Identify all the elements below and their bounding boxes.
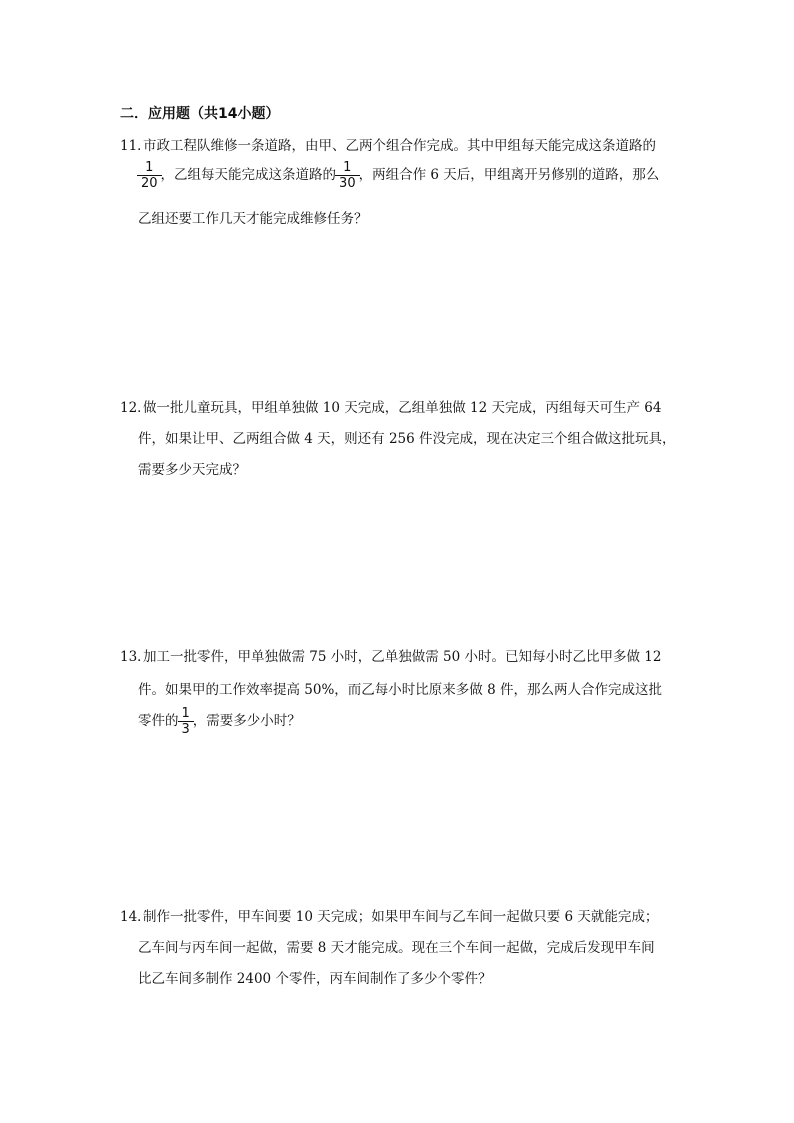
fraction xyxy=(180,706,192,737)
problem-number: 13． xyxy=(120,649,151,665)
problem-line: 市政工程队维修一条道路，由甲、乙两个组合作完成。其中甲组每天能完成这条道路的 xyxy=(143,138,656,154)
text: ，两组合作 6 天后，甲组离开另修别的道路，那么 xyxy=(358,167,660,183)
problem-number: 14． xyxy=(120,909,151,925)
problem-line: 制作一批零件，甲车间要 10 天完成；如果甲车间与乙车间一起做只要 6 天就能完成； xyxy=(143,909,659,925)
problem-number: 12． xyxy=(120,400,151,416)
fraction-numerator: 1 xyxy=(145,160,154,175)
fraction-denominator: 30 xyxy=(339,176,356,191)
text: ，需要多少小时？ xyxy=(192,713,301,729)
text: ，乙组每天能完成这条道路的 xyxy=(160,167,337,183)
fraction xyxy=(337,160,358,191)
fraction-numerator: 1 xyxy=(181,706,190,721)
problem-line: 比乙车间多制作 2400 个零件，丙车间制作了多少个零件？ xyxy=(138,971,492,987)
problem-number: 11． xyxy=(120,138,151,154)
problem-line: 乙组还要工作几天才能完成维修任务？ xyxy=(138,211,368,227)
problem-line xyxy=(138,160,659,191)
fraction-numerator: 1 xyxy=(343,160,352,175)
fraction xyxy=(139,160,160,191)
section-title: 二．应用题（共14小题） xyxy=(120,106,280,122)
problem-line: 做一批儿童玩具，甲组单独做 10 天完成，乙组单独做 12 天完成，丙组每天可生产 64 xyxy=(143,400,662,416)
fraction-denominator: 20 xyxy=(141,176,158,191)
fraction-denominator: 3 xyxy=(181,722,190,737)
problem-line: 件。如果甲的工作效率提高 50%，而乙每小时比原来多做 8 件，那么两人合作完成这批 xyxy=(138,682,662,698)
problem-line: 乙车间与丙车间一起做，需要 8 天才能完成。现在三个车间一起做，完成后发现甲车间 xyxy=(138,940,655,956)
problem-line: 加工一批零件，甲单独做需 75 小时，乙单独做需 50 小时。已知每小时乙比甲多做 12 xyxy=(143,649,662,665)
text: 零件的 xyxy=(138,713,179,729)
problem-line xyxy=(138,706,301,737)
problem-line: 需要多少天完成？ xyxy=(138,462,246,478)
problem-line: 件，如果让甲、乙两组合做 4 天，则还有 256 件没完成，现在决定三个组合做这批玩具， xyxy=(138,431,676,447)
